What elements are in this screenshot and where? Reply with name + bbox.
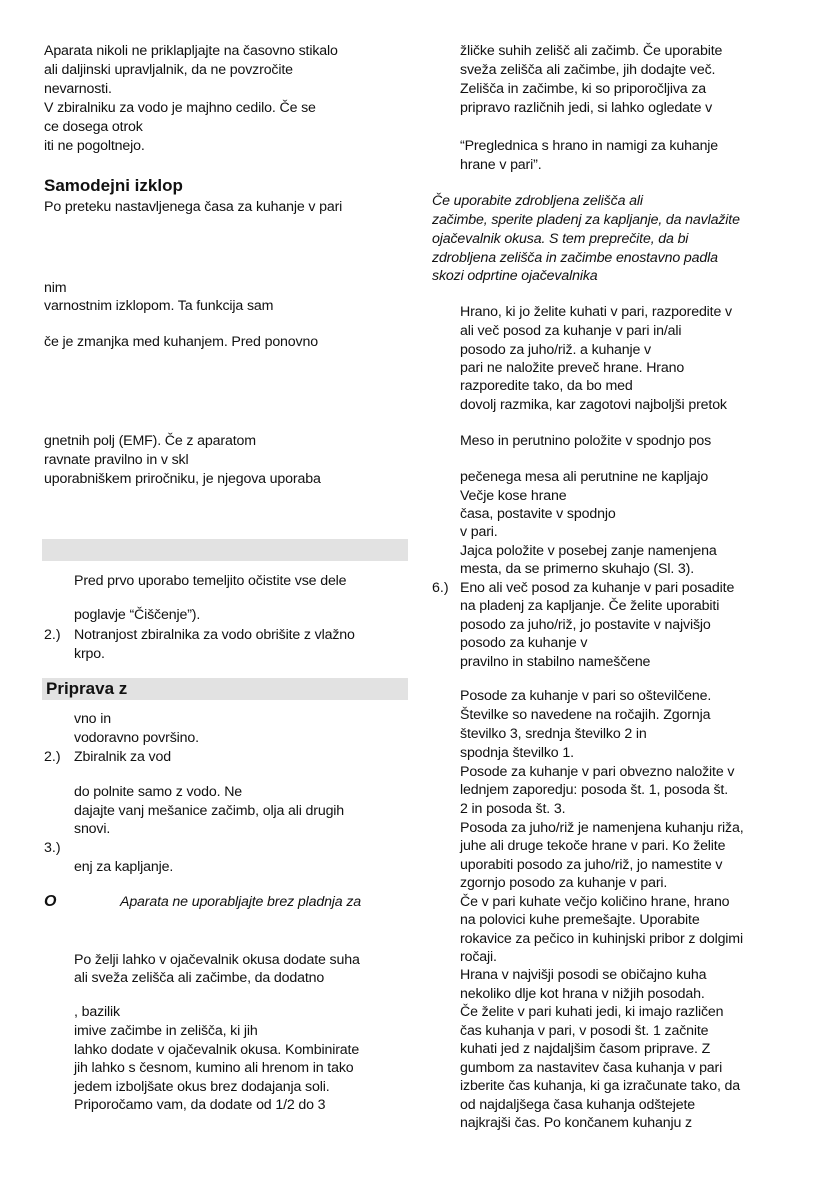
list-number: 3.) xyxy=(44,840,61,856)
text-line: Večje kose hrane xyxy=(460,488,567,504)
text-line: Jajca položite v posebej zanje namenjena xyxy=(460,543,717,559)
text-line: Priporočamo vam, da dodate od 1/2 do 3 xyxy=(74,1097,326,1113)
text-line: pari ne naložite preveč hrane. Hrano xyxy=(460,360,685,376)
text-line: Če v pari kuhate večjo količino hrane, hrano xyxy=(460,894,730,910)
text-line: nim xyxy=(44,280,67,296)
list-item-text: vno in xyxy=(74,711,111,727)
text-line: žličke suhih zelišč ali začimb. Če uporabite xyxy=(460,43,723,59)
text-line: posodo za juho/riž. a kuhanje v xyxy=(460,342,651,358)
list-item-text: snovi. xyxy=(74,821,111,837)
list-item-text: Zbiralnik za vod xyxy=(74,749,171,765)
text-line: nekoliko dlje kot hrana v nižjih posodah. xyxy=(460,986,705,1002)
list-item-text: krpo. xyxy=(74,646,105,662)
text-line: gnetnih polj (EMF). Če z aparatom xyxy=(44,433,256,449)
text-line: Meso in perutnino položite v spodnjo pos xyxy=(460,433,712,449)
text-line: Hrano, ki jo želite kuhati v pari, razporedite v xyxy=(460,304,732,320)
list-item-text: Eno ali več posod za kuhanje v pari posadite xyxy=(460,580,735,596)
text-line: Hrana v najvišji posodi se običajno kuha xyxy=(460,967,707,983)
list-item-text: dajajte vanj mešanice začimb, olja ali drugih xyxy=(74,803,345,819)
text-line: V zbiralniku za vodo je majhno cedilo. Če se xyxy=(44,100,316,116)
text-line: dovolj razmika, kar zagotovi najboljši pretok xyxy=(460,397,727,413)
text-line: jedem izboljšate okus brez dodajanja soli. xyxy=(74,1079,330,1095)
text-line: Če želite v pari kuhati jedi, ki imajo različen xyxy=(460,1004,724,1020)
list-item-text: Pred prvo uporabo temeljito očistite vse dele xyxy=(74,573,347,589)
list-item-text: do polnite samo z vodo. Ne xyxy=(74,784,243,800)
text-line: varnostnim izklopom. Ta funkcija sam xyxy=(44,298,274,314)
text-line: kuhati jed z najdaljšim časom priprave. Z xyxy=(460,1041,711,1057)
text-line: nevarnosti. xyxy=(44,81,112,97)
list-item-text: Notranjost zbiralnika za vodo obrišite z vlažno xyxy=(74,627,355,643)
text-line: od najdaljšega časa kuhanja odštejete xyxy=(460,1097,696,1113)
list-number: 6.) xyxy=(432,580,449,596)
text-line: sveža zelišča ali začimbe, jih dodajte več. xyxy=(460,62,716,78)
text-line: juhe ali druge tekoče hrane v pari. Ko želite xyxy=(460,838,726,854)
text-line: rokavice za pečico in kuhinjski pribor z dolgimi xyxy=(460,931,743,947)
text-line: Zelišča in začimbe, ki so priporočljiva za xyxy=(460,81,707,97)
text-line: spodnja številko 1. xyxy=(460,745,574,761)
text-line: imive začimbe in zelišča, ki jih xyxy=(74,1023,258,1039)
text-line: iti ne pogoltnejo. xyxy=(44,138,145,154)
note-marker: O xyxy=(44,893,57,910)
list-item-text: vodoravno površino. xyxy=(74,730,199,746)
tip-text: skozi odprtine ojačevalnika xyxy=(432,268,598,284)
list-item-text: posodo za juho/riž, jo postavite v najvišjo xyxy=(460,617,711,633)
text-line: “Preglednica s hrano in namigi za kuhanje xyxy=(460,138,719,154)
section-heading-auto-off: Samodejni izklop xyxy=(44,176,183,195)
section-heading-bar xyxy=(42,539,408,561)
text-line: časa, postavite v spodnjo xyxy=(460,506,616,522)
text-line: Po želji lahko v ojačevalnik okusa dodate suha xyxy=(74,952,360,968)
text-line: na polovici kuhe premešajte. Uporabite xyxy=(460,912,700,928)
text-line: razporedite tako, da bo med xyxy=(460,378,633,394)
text-line: ali sveža zelišča ali začimbe, da dodatno xyxy=(74,970,325,986)
text-line: 2 in posoda št. 3. xyxy=(460,801,566,817)
text-line: jih lahko s česnom, kumino ali hrenom in tako xyxy=(74,1060,354,1076)
text-line: Posode za kuhanje v pari so oštevilčene. xyxy=(460,688,712,704)
text-line: v pari. xyxy=(460,524,498,540)
text-line: številko 3, srednja številko 2 in xyxy=(460,726,647,742)
list-item-text: na pladenj za kapljanje. Če želite uporabiti xyxy=(460,598,720,614)
text-line: izberite čas kuhanja, ki ga izračunate tako, da xyxy=(460,1078,741,1094)
text-line: najkrajši čas. Po končanem kuhanju z xyxy=(460,1115,692,1131)
text-line: mesta, da se primerno skuhajo (Sl. 3). xyxy=(460,561,695,577)
section-heading-prep: Priprava z xyxy=(46,679,128,698)
text-line: ročaji. xyxy=(460,949,497,965)
list-number: 2.) xyxy=(44,749,61,765)
tip-text: Če uporabite zdrobljena zelišča ali xyxy=(432,193,643,209)
text-line: Posode za kuhanje v pari obvezno naložite v xyxy=(460,764,735,780)
list-item-text: posodo za kuhanje v xyxy=(460,635,588,651)
tip-text: začimbe, sperite pladenj za kapljanje, da navlažite xyxy=(432,212,740,228)
text-line: ali več posod za kuhanje v pari in/ali xyxy=(460,323,682,339)
text-line: Posoda za juho/riž je namenjena kuhanju riža, xyxy=(460,820,744,836)
list-item-text: poglavje “Čiščenje”). xyxy=(74,607,201,623)
text-line: lednjem zaporedju: posoda št. 1, posoda št. xyxy=(460,782,729,798)
text-line: Aparata nikoli ne priklapljajte na časovno stikalo xyxy=(44,43,338,59)
text-line: ali daljinski upravljalnik, da ne povzročite xyxy=(44,62,293,78)
text-line: zgornjo posodo za kuhanje v pari. xyxy=(460,875,668,891)
text-line: če je zmanjka med kuhanjem. Pred ponovno xyxy=(44,334,318,350)
text-line: uporabiti posodo za juho/riž, jo namestite v xyxy=(460,857,723,873)
text-line: pripravo različnih jedi, si lahko ogledate v xyxy=(460,100,713,116)
text-line: ce dosega otrok xyxy=(44,119,143,135)
text-line: gumbom za nastavitev časa kuhanja v pari xyxy=(460,1060,723,1076)
text-line: uporabniškem priročniku, je njegova uporaba xyxy=(44,471,321,487)
tip-text: ojačevalnik okusa. S tem preprečite, da bi xyxy=(432,231,689,247)
text-line: Po preteku nastavljenega časa za kuhanje v pari xyxy=(44,199,343,215)
tip-text: zdrobljena zelišča in začimbe enostavno padla xyxy=(432,250,718,266)
text-line: ravnate pravilno in v skl xyxy=(44,452,189,468)
list-item-text: enj za kapljanje. xyxy=(74,859,174,875)
text-line: hrane v pari”. xyxy=(460,157,542,173)
text-line: čas kuhanja v pari, v posodi št. 1 začnite xyxy=(460,1023,709,1039)
text-line: Številke so navedene na ročajih. Zgornja xyxy=(460,707,711,723)
text-line: , bazilik xyxy=(74,1004,120,1020)
list-number: 2.) xyxy=(44,627,61,643)
text-line: lahko dodate v ojačevalnik okusa. Kombinirate xyxy=(74,1042,360,1058)
list-item-text: pravilno in stabilno nameščene xyxy=(460,654,651,670)
text-line: pečenega mesa ali perutnine ne kapljajo xyxy=(460,469,709,485)
note-text: Aparata ne uporabljajte brez pladnja za xyxy=(120,894,362,910)
